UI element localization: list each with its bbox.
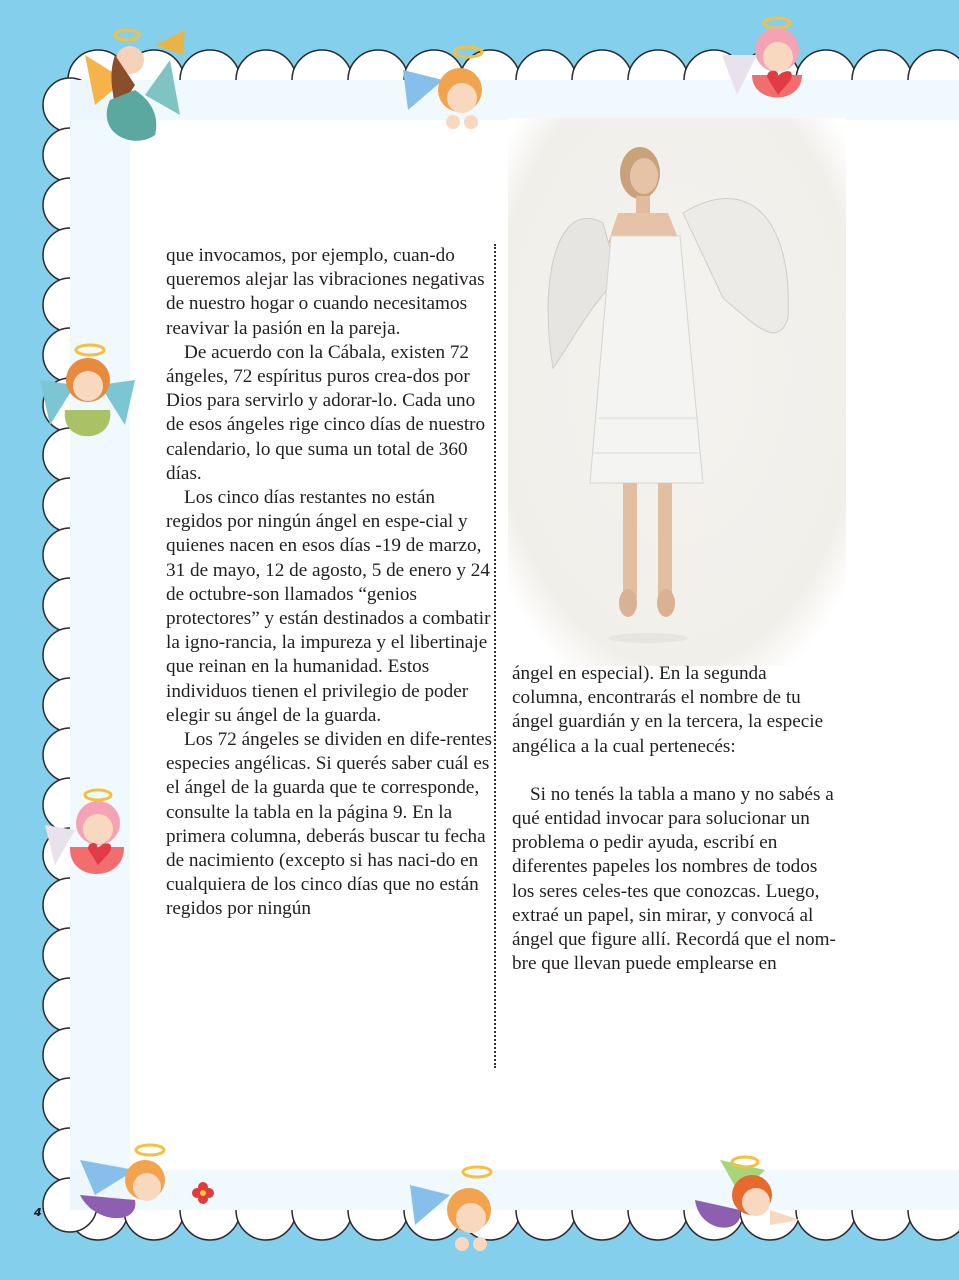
angel-chin-icon <box>398 40 498 140</box>
angel-trumpet-icon <box>65 25 195 150</box>
flower-icon <box>190 1180 216 1206</box>
angel-heart-icon <box>712 15 822 115</box>
paragraph-spacer <box>512 759 842 783</box>
text-column-right <box>512 662 842 976</box>
paragraph: Si no tenés la tabla a mano y no sabés a qué entidad invocar para solucionar un problema o pedir ayuda, escribí en diferentes papeles los nombres de todos los seres celes-tes que conozcas. Luego, extraé un papel, sin mirar, y convocá al ángel que figure allí. Recordá que el nom-bre que llevan puede emplearse en <box>512 783 836 975</box>
paragraph: Los cinco días restantes no están regidos por ningún ángel en espe-cial y quienes nacen en esos días -19 de marzo, 31 de mayo, 12 de agosto, 5 de enero y 24 de octubre-son llamados “genios protectores” y están destinados a combatir la igno-rancia, la impureza y el libertinaje que reinan en la humanidad. Estos individuos tienen el privilegio de poder elegir su ángel de la guarda. <box>166 487 491 726</box>
paragraph: ángel en especial). En la segunda columna, encontrarás el nombre de tu ángel guardián y en la tercera, la especie angélica a la cual pertenecés: <box>512 663 824 757</box>
page-number: 4 <box>34 1206 42 1219</box>
paragraph: que invocamos, por ejemplo, cuan-do queremos alejar las vibraciones negativas de nuestro hogar o cuando necesitamos reavivar la pasión en la pareja. <box>166 245 485 339</box>
angel-heart-icon <box>40 785 140 885</box>
column-divider <box>494 244 496 1068</box>
paragraph: Los 72 ángeles se dividen en dife-rentes especies angélicas. Si querés saber cuál es el ángel de la guarda que te corresponde, consulte la tabla en la página 9. En la primera columna, deberás buscar tu fecha de nacimiento (excepto si has naci-do en cualquiera de los cinco días que no están regidos por ningún <box>166 729 492 920</box>
text-column-left <box>166 244 494 922</box>
paragraph: De acuerdo con la Cábala, existen 72 ángeles, 72 espíritus puros crea-dos por Dios para servirlo y adorar-lo. Cada uno de esos ángeles rige cinco días de nuestro calendario, lo que suma un total de 360 días. <box>166 341 486 484</box>
angel-woman-photo <box>508 118 846 666</box>
angel-flying-icon <box>690 1150 810 1240</box>
angel-chin-icon <box>405 1160 505 1260</box>
angel-praying-icon <box>35 340 140 450</box>
